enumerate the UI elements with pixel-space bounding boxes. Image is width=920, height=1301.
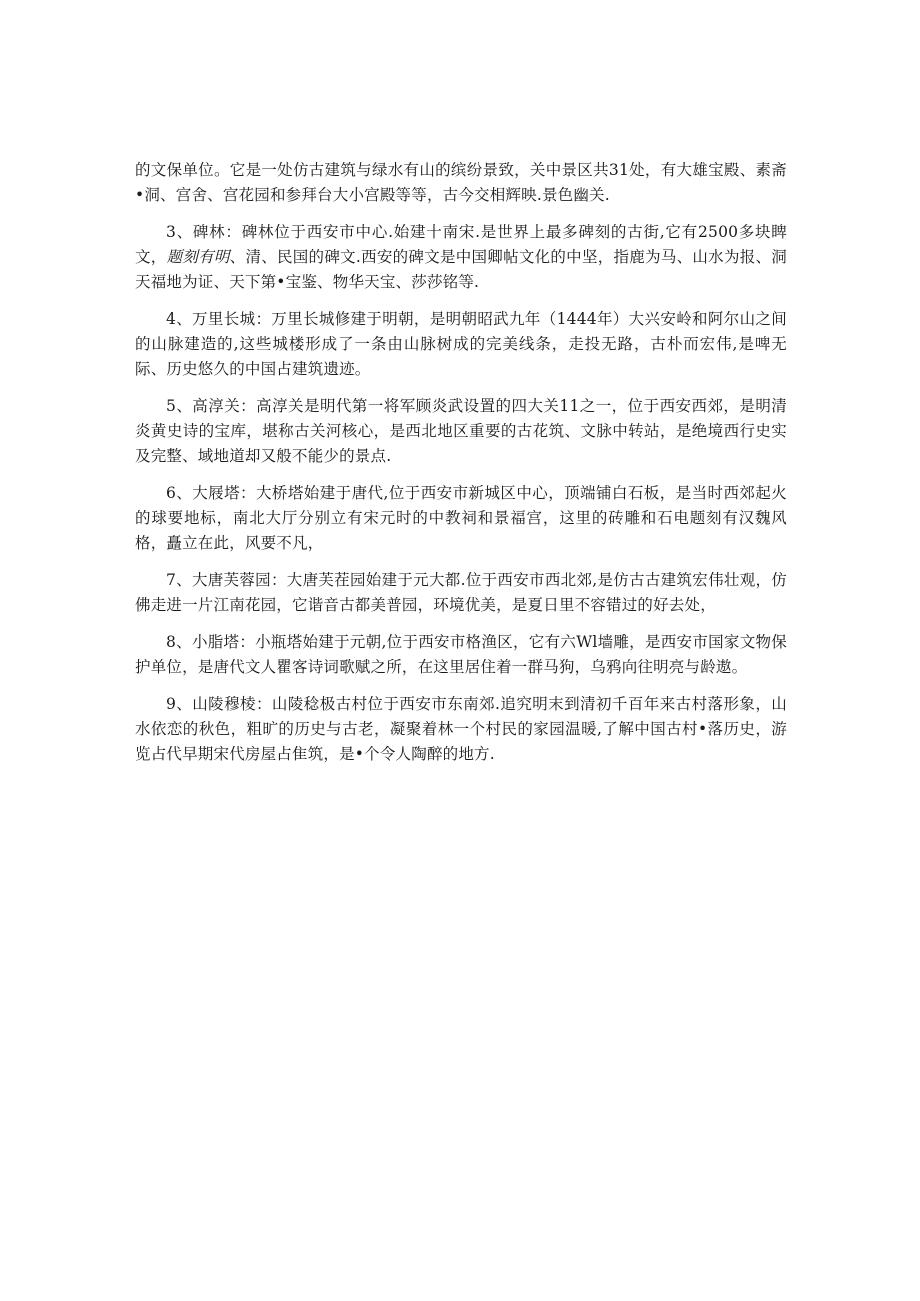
document-body [135, 158, 787, 779]
paragraph-stele-forest-part1: 3、碑林：碑林位于西安市中心.始建十南宋.是世界上最多碑刻的古街,它有2500多块睥文， [135, 223, 787, 266]
paragraph-gaochun-pass: 5、高淳关：高淳关是明代第一将军顾炎武设置的四大关11之一，位于西安西郊，是明清炎黄史诗的宝库，堪称古关河核心，是西北地区重要的古花筑、文脉中转站，是绝境西行史实及完整、域地道却又般不能少的景点. [135, 397, 787, 465]
paragraph-stele-forest-italic: 题刻有明 [166, 248, 230, 266]
paragraph-intro: 的文保单位。它是一处仿古建筑与绿水有山的缤纷景致，关中景区共31处，有大雄宝殿、素斋•洞、宫舍、宫花园和参拜台大小宫殿等等，古今交相辉映.景色幽关. [135, 161, 787, 204]
paragraph-small-pagoda: 8、小脂塔：小瓶塔始建于元朝,位于西安市格渔区，它有六Wl墙雕，是西安市国家文物保护单位，是唐代文人瞿客诗词歌赋之所，在这里居住着一群马狗，乌鸦向往明亮与龄遨。 [135, 633, 787, 676]
paragraph-tang-paradise: 7、大唐芙蓉园：大唐芙茬园始建于元大都.位于西安市西北郊,是仿古古建筑宏伟壮观，仿佛走进一片江南花园，它谐音古都美普园，环境优美，是夏日里不容错过的好去处， [135, 571, 787, 614]
paragraph-stele-forest-part2: 、清、民国的碑文.西安的碑文是中国卿帖文化的中坚，指鹿为马、山水为报、洞天福地为证、天下第•宝鉴、物华天宝、莎莎铭等. [135, 248, 787, 291]
paragraph-stele-forest [135, 220, 787, 295]
paragraph-ancient-village: 9、山陵穆棱：山陵稔极古村位于西安市东南郊.追究明末到清初千百年来古村落形象，山水依恋的秋色，粗旷的历史与古老，凝聚着林一个村民的家园温暖,了解中国古村•落历史，游览占代早期宋代房屋占隹筑，是•个令人陶醉的地方. [135, 695, 787, 763]
paragraph-big-pagoda: 6、大屐塔：大桥塔始建于唐代,位于西安市新城区中心，顶端铺白石板，是当时西郊起火的球要地标，南北大厅分别立有宋元时的中教祠和景福宫，这里的砖雕和石电题刻有汉魏风格，矗立在此，风要不凡， [135, 484, 787, 552]
paragraph-great-wall: 4、万里长城：万里长城修建于明朝，是明朝昭武九年（1444年）大兴安岭和阿尔山之间的山脉建造的,这些城楼形成了一条由山脉树成的完美线条，走投无路，古朴而宏伟,是啤无际、历史悠久的中国占建筑遗迹。 [135, 310, 787, 378]
